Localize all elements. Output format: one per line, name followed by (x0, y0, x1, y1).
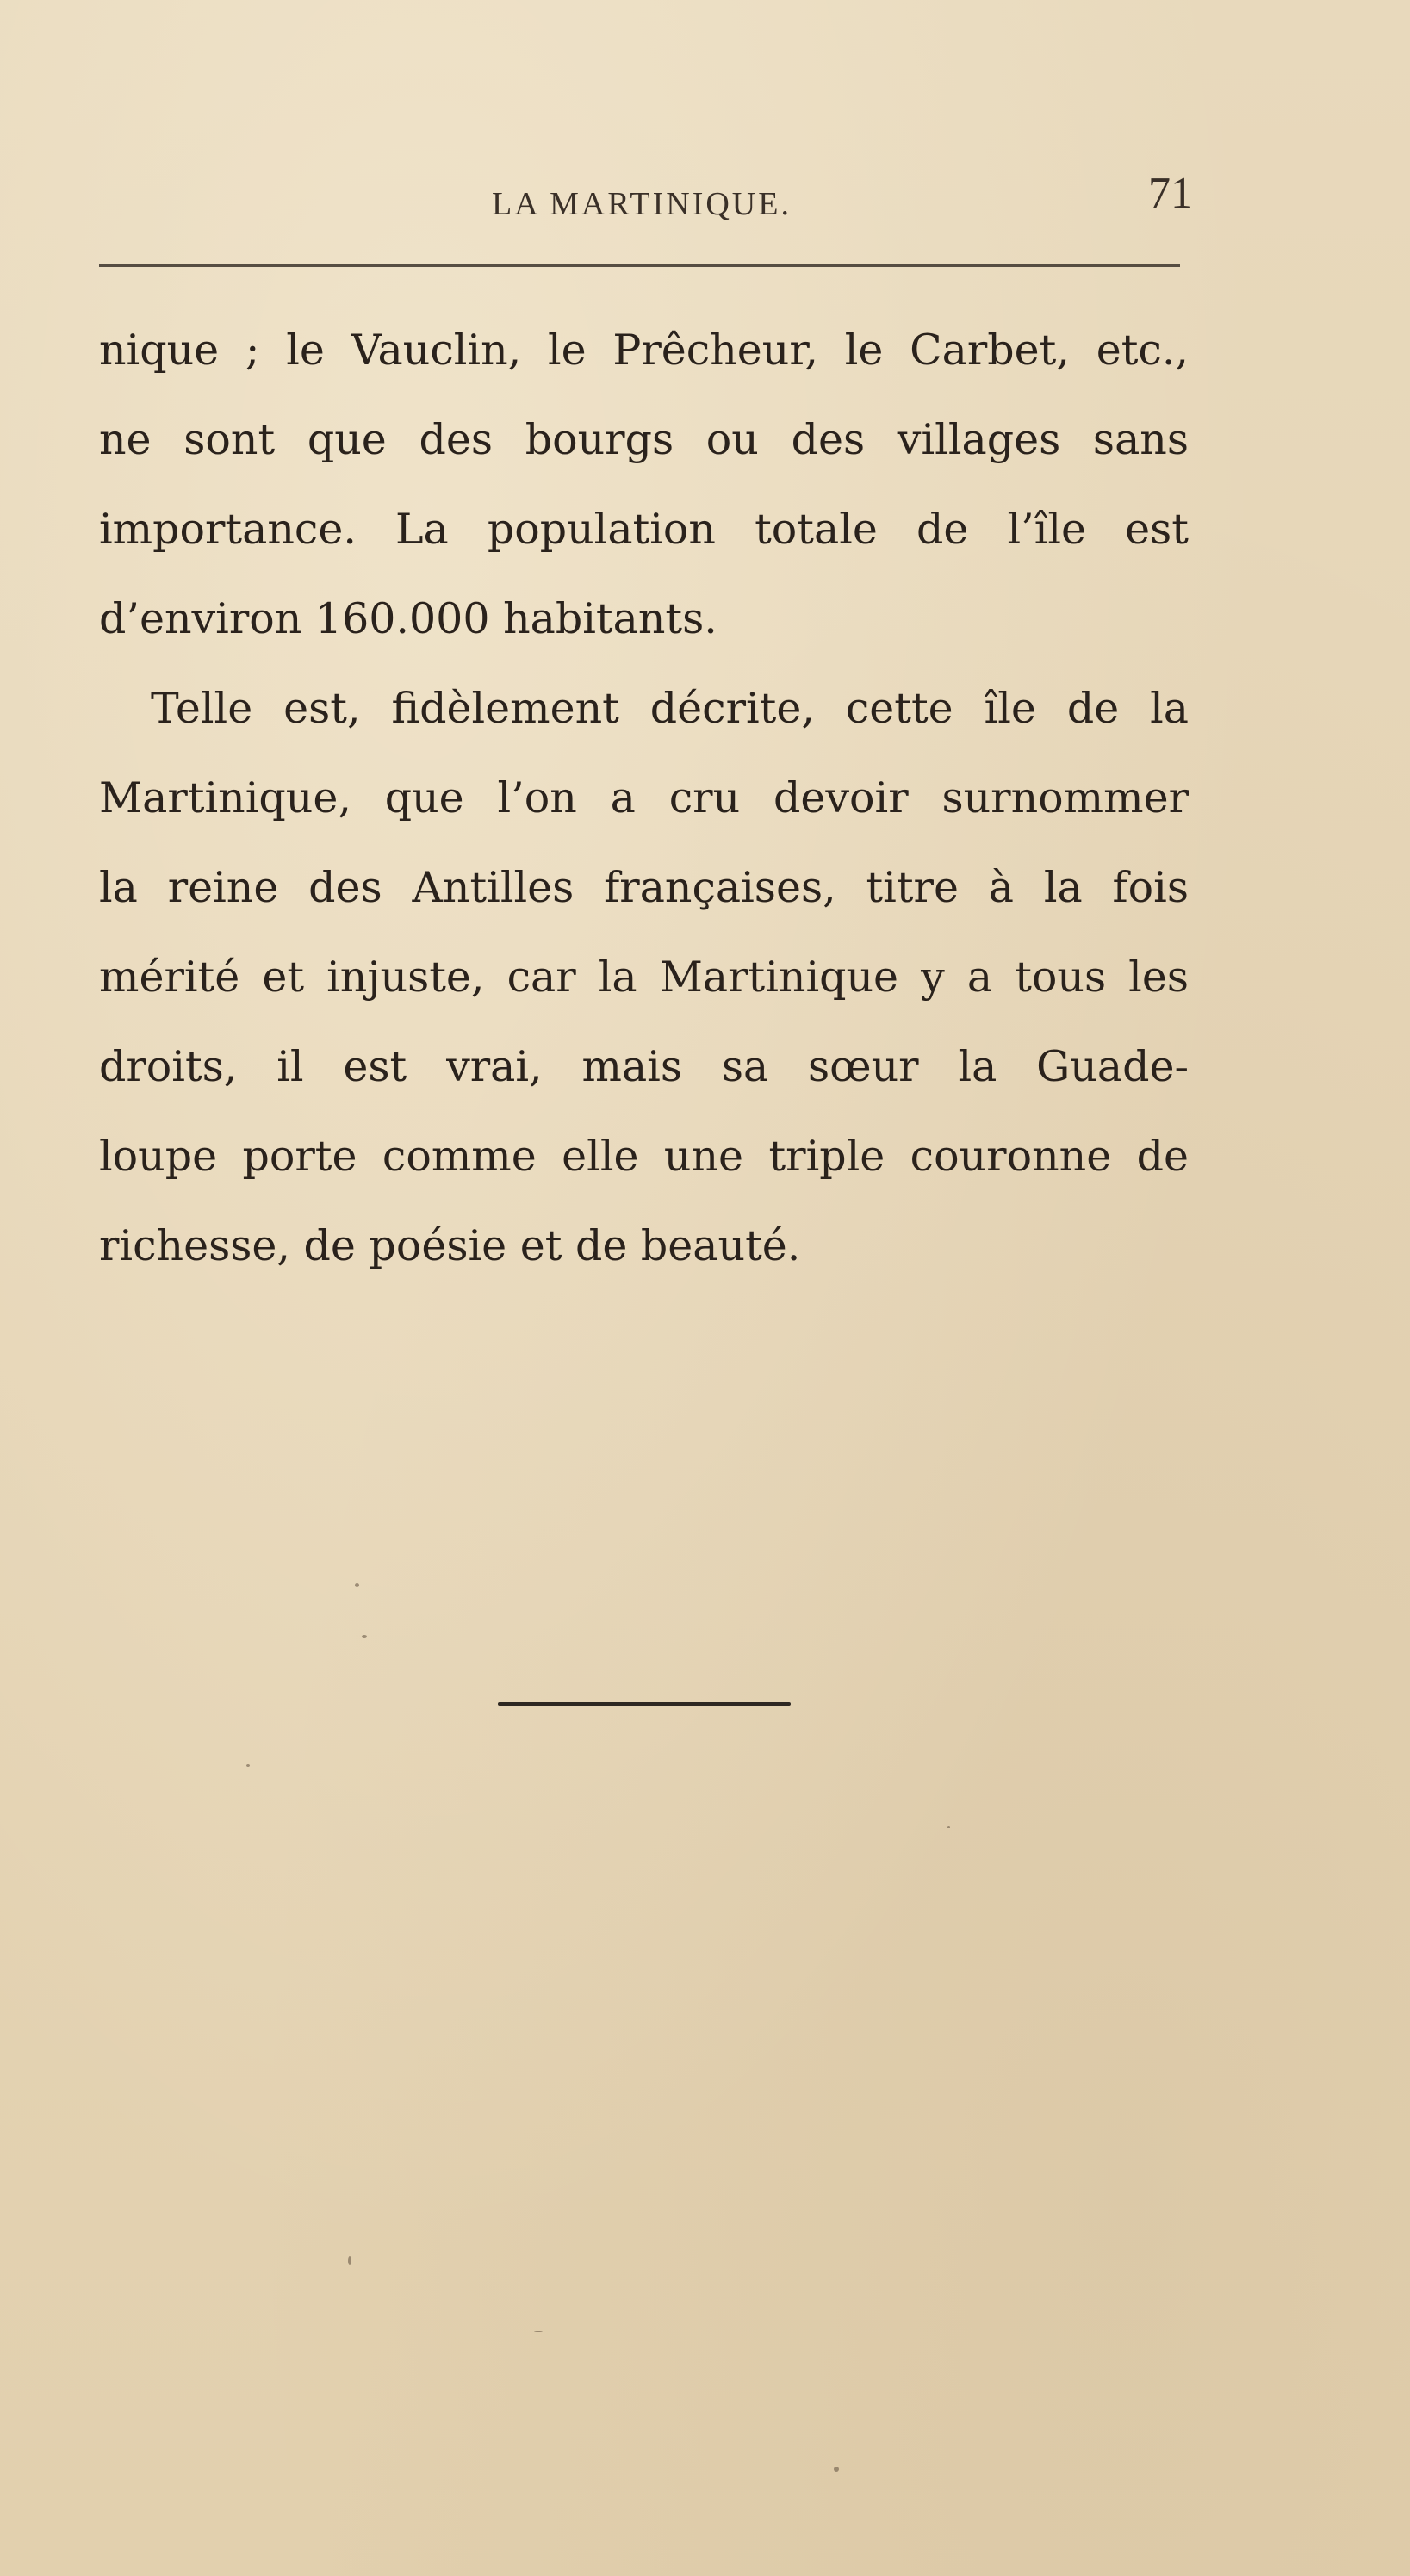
text-line: ne sont que des bourgs ou des villages sans (99, 415, 1189, 464)
paper-speck (246, 1764, 250, 1767)
running-title: LA MARTINIQUE. (492, 186, 792, 222)
text-line: droits, il est vrai, mais sa sœur la Guade- (99, 1042, 1189, 1091)
text-line: loupe porte comme elle une triple couronne de (99, 1132, 1189, 1181)
paper-speck (355, 1583, 359, 1587)
paper-speck (947, 1826, 950, 1828)
paper-speck (362, 1635, 367, 1638)
header-rule (99, 264, 1180, 267)
text-line: Martinique, que l’on a cru devoir surnommer (99, 773, 1189, 822)
paper-speck (534, 2331, 543, 2332)
paper-speck (834, 2467, 839, 2472)
body-text (99, 306, 1189, 1291)
text-line: mérité et injuste, car la Martinique y a tous les (99, 953, 1189, 1002)
text-line: richesse, de poésie et de beauté. (99, 1221, 801, 1270)
paragraph-first-line: Telle est, fidèlement décrite, cette île de la (151, 684, 1189, 733)
page-number: 71 (1148, 169, 1193, 218)
text-line: la reine des Antilles françaises, titre à la fois (99, 863, 1189, 912)
text-line: nique ; le Vauclin, le Prêcheur, le Carbet, etc., (99, 326, 1189, 375)
paper-speck (348, 2256, 351, 2265)
section-end-rule (498, 1702, 791, 1706)
text-line: d’environ 160.000 habitants. (99, 594, 717, 643)
text-line: importance. La population totale de l’île est (99, 505, 1189, 554)
running-head (99, 168, 1193, 237)
